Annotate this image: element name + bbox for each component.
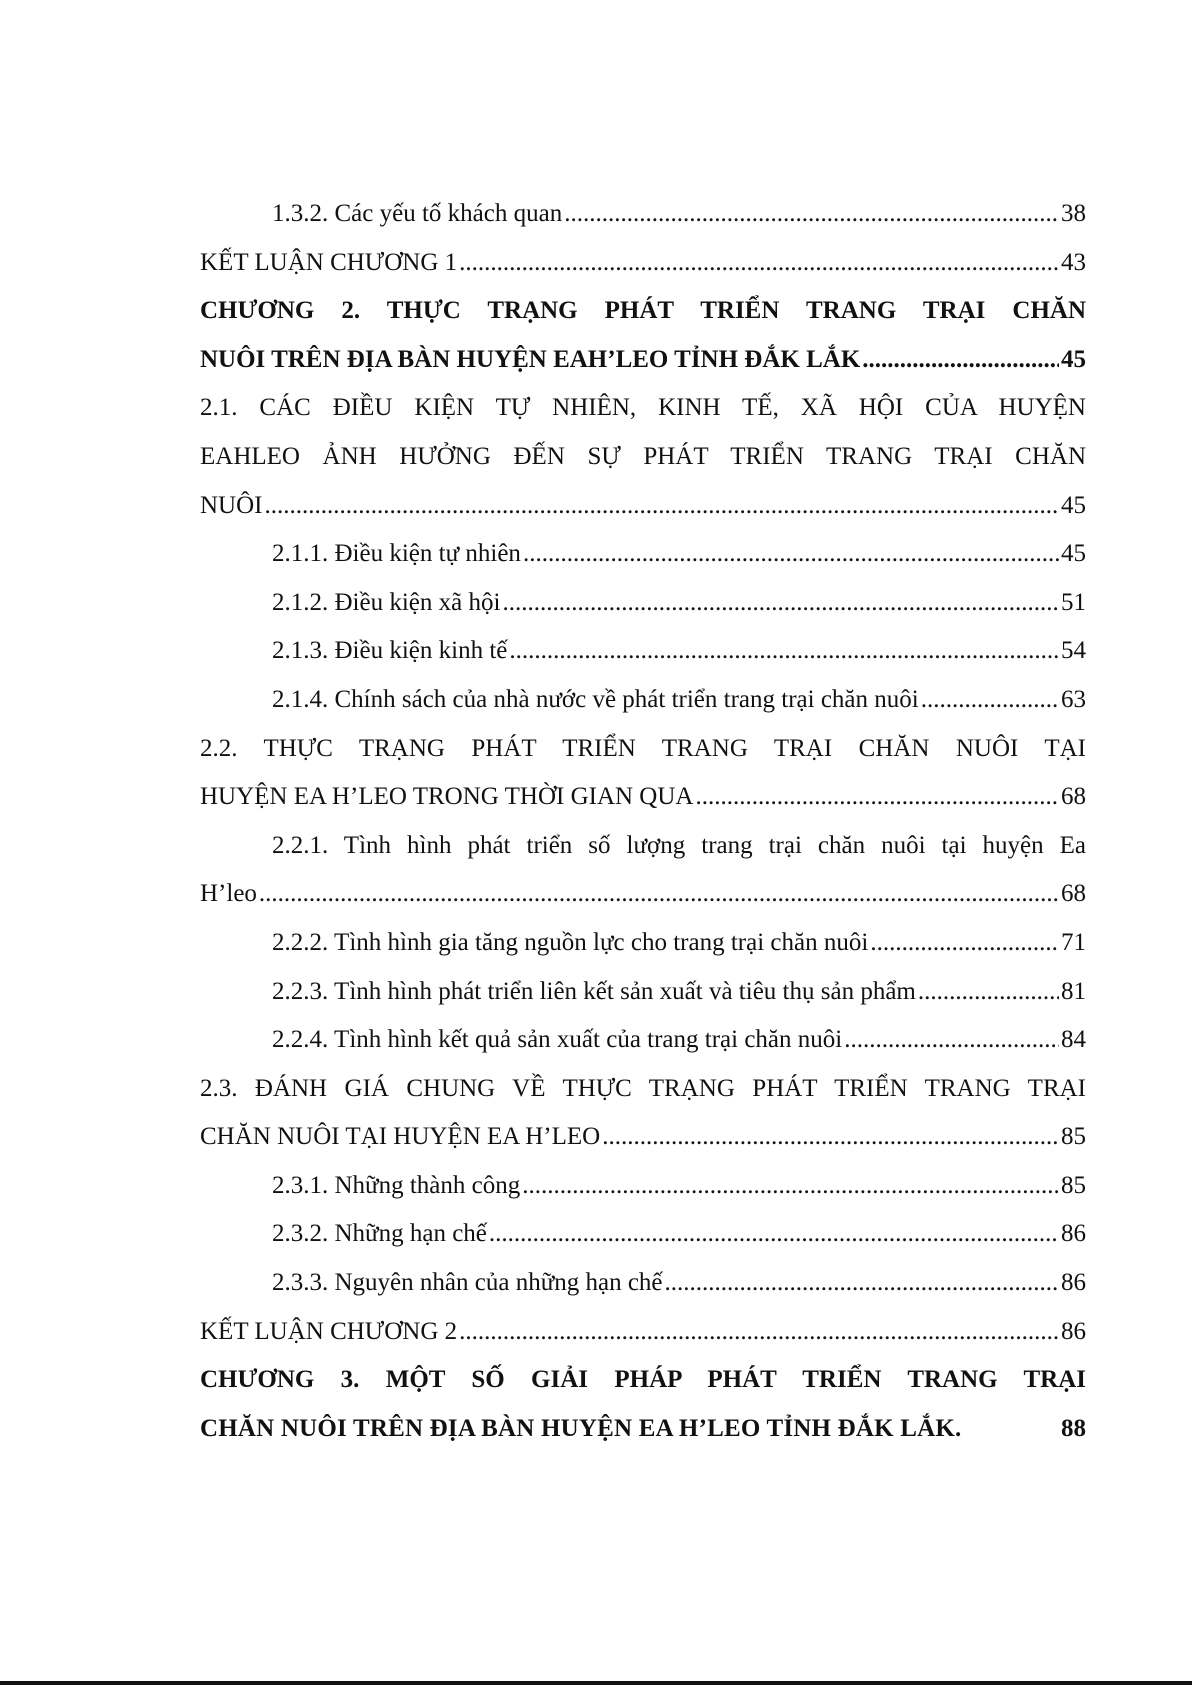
toc-entry-label: CHƯƠNG 2. THỰC TRẠNG PHÁT TRIỂN TRANG TRẠI CHĂN [200, 297, 1086, 325]
table-of-contents [200, 190, 1086, 1453]
toc-page-number: 51 [1061, 588, 1086, 616]
toc-entry-label: EAHLEO ẢNH HƯỞNG ĐẾN SỰ PHÁT TRIỂN TRANG TRẠI CHĂN [200, 442, 1086, 470]
toc-entry-label: 2.1.2. Điều kiện xã hội [272, 588, 501, 616]
dot-leader [564, 190, 1059, 239]
toc-entry-2-2-2[interactable] [200, 919, 1086, 968]
toc-entry-chuong-3-line-1[interactable] [200, 1356, 1086, 1405]
toc-page-number: 86 [1061, 1269, 1086, 1297]
toc-entry-2-2-line-1[interactable] [200, 725, 1086, 774]
toc-entry-label: H’leo [200, 880, 257, 908]
toc-entry-label: 2.2.3. Tình hình phát triển liên kết sản xuất và tiêu thụ sản phẩm [272, 977, 916, 1005]
dot-leader [509, 627, 1059, 676]
dot-leader [918, 968, 1059, 1017]
toc-page-number: 71 [1061, 928, 1086, 956]
toc-entry-2-1-line-3[interactable] [200, 482, 1086, 531]
toc-page-number: 85 [1061, 1123, 1086, 1151]
toc-entry-2-3-line-2[interactable] [200, 1113, 1086, 1162]
toc-entry-label: 2.2.2. Tình hình gia tăng nguồn lực cho trang trại chăn nuôi [272, 928, 869, 956]
toc-entry-label: CHĂN NUÔI TRÊN ĐỊA BÀN HUYỆN EA H’LEO TỈNH ĐẮK LẮK. [200, 1414, 962, 1442]
toc-page-number: 88 [1061, 1414, 1086, 1442]
toc-entry-label: 2.1.1. Điều kiện tự nhiên [272, 540, 521, 568]
toc-entry-label: KẾT LUẬN CHƯƠNG 2 [200, 1317, 458, 1345]
toc-entry-1-3-2[interactable] [200, 190, 1086, 239]
toc-entry-label: 2.3.2. Những hạn chế [272, 1220, 487, 1248]
toc-entry-2-2-4[interactable] [200, 1016, 1086, 1065]
toc-entry-label: 2.2.4. Tình hình kết quả sản xuất của trang trại chăn nuôi [272, 1026, 843, 1054]
toc-entry-chuong-2-line-2[interactable] [200, 336, 1086, 385]
toc-entry-2-3-2[interactable] [200, 1210, 1086, 1259]
toc-entry-label: 2.3.3. Nguyên nhân của những hạn chế [272, 1269, 663, 1297]
dot-leader [862, 336, 1059, 385]
toc-entry-label: CHĂN NUÔI TẠI HUYỆN EA H’LEO [200, 1123, 601, 1151]
toc-entry-label: NUÔI [200, 491, 263, 519]
dot-leader [523, 530, 1059, 579]
dot-leader [695, 773, 1059, 822]
dot-leader [459, 239, 1059, 288]
toc-entry-2-3-line-1[interactable] [200, 1065, 1086, 1114]
toc-entry-2-1-line-2[interactable] [200, 433, 1086, 482]
toc-page-number: 84 [1061, 1026, 1086, 1054]
toc-entry-label: 2.1.3. Điều kiện kinh tế [272, 637, 508, 665]
toc-page-number: 54 [1061, 637, 1086, 665]
toc-entry-label: HUYỆN EA H’LEO TRONG THỜI GIAN QUA [200, 783, 694, 811]
toc-entry-2-1-3[interactable] [200, 627, 1086, 676]
toc-entry-ket-luan-chuong-1[interactable] [200, 239, 1086, 288]
toc-entry-label: 2.3. ĐÁNH GIÁ CHUNG VỀ THỰC TRẠNG PHÁT TRIỂN TRANG TRẠI [200, 1074, 1086, 1102]
toc-entry-2-2-1-line-2[interactable] [200, 870, 1086, 919]
toc-entry-2-1-line-1[interactable] [200, 384, 1086, 433]
toc-entry-2-2-1-line-1[interactable] [200, 822, 1086, 871]
dot-leader [265, 482, 1060, 531]
toc-page-number: 43 [1061, 248, 1086, 276]
toc-entry-chuong-3-line-2[interactable] [200, 1405, 1086, 1454]
dot-leader [665, 1259, 1059, 1308]
toc-page-number: 68 [1061, 783, 1086, 811]
toc-page-number: 86 [1061, 1317, 1086, 1345]
toc-entry-label: 2.3.1. Những thành công [272, 1171, 521, 1199]
toc-page-number: 81 [1061, 977, 1086, 1005]
toc-entry-label: 1.3.2. Các yếu tố khách quan [272, 200, 563, 227]
toc-entry-label: CHƯƠNG 3. MỘT SỐ GIẢI PHÁP PHÁT TRIỂN TRANG TRẠI [200, 1366, 1086, 1394]
toc-entry-2-3-3[interactable] [200, 1259, 1086, 1308]
toc-page-number: 85 [1061, 1171, 1086, 1199]
dot-leader [489, 1210, 1059, 1259]
toc-entry-label: NUÔI TRÊN ĐỊA BÀN HUYỆN EAH’LEO TỈNH ĐẮK LẮK [200, 345, 861, 373]
dot-leader [259, 870, 1059, 919]
toc-entry-2-2-line-2[interactable] [200, 773, 1086, 822]
toc-page-number: 63 [1061, 685, 1086, 713]
toc-entry-label: 2.1. CÁC ĐIỀU KIỆN TỰ NHIÊN, KINH TẾ, XÃ HỘI CỦA HUYỆN [200, 394, 1086, 422]
toc-entry-chuong-2-line-1[interactable] [200, 287, 1086, 336]
toc-page-number: 68 [1061, 880, 1086, 908]
toc-page-number: 45 [1061, 491, 1086, 519]
dot-leader [502, 579, 1059, 628]
toc-page-number: 45 [1061, 345, 1086, 373]
dot-leader [844, 1016, 1059, 1065]
dot-leader [459, 1308, 1059, 1357]
toc-entry-label: 2.2. THỰC TRẠNG PHÁT TRIỂN TRANG TRẠI CHĂN NUÔI TẠI [200, 734, 1086, 762]
toc-entry-ket-luan-chuong-2[interactable] [200, 1308, 1086, 1357]
toc-entry-label: KẾT LUẬN CHƯƠNG 1 [200, 248, 458, 276]
toc-entry-2-2-3[interactable] [200, 968, 1086, 1017]
dot-leader [921, 676, 1059, 725]
toc-entry-2-1-2[interactable] [200, 579, 1086, 628]
toc-page-number: 38 [1061, 200, 1086, 227]
page-bottom-edge [0, 1681, 1192, 1685]
toc-page-number: 45 [1061, 540, 1086, 568]
toc-entry-2-1-1[interactable] [200, 530, 1086, 579]
toc-entry-label: 2.1.4. Chính sách của nhà nước về phát triển trang trại chăn nuôi [272, 685, 919, 713]
dot-leader [602, 1113, 1059, 1162]
toc-page-number: 86 [1061, 1220, 1086, 1248]
dot-leader [870, 919, 1059, 968]
toc-entry-label: 2.2.1. Tình hình phát triển số lượng trang trại chăn nuôi tại huyện Ea [272, 831, 1086, 859]
dot-leader [522, 1162, 1059, 1211]
toc-entry-2-1-4[interactable] [200, 676, 1086, 725]
toc-entry-2-3-1[interactable] [200, 1162, 1086, 1211]
